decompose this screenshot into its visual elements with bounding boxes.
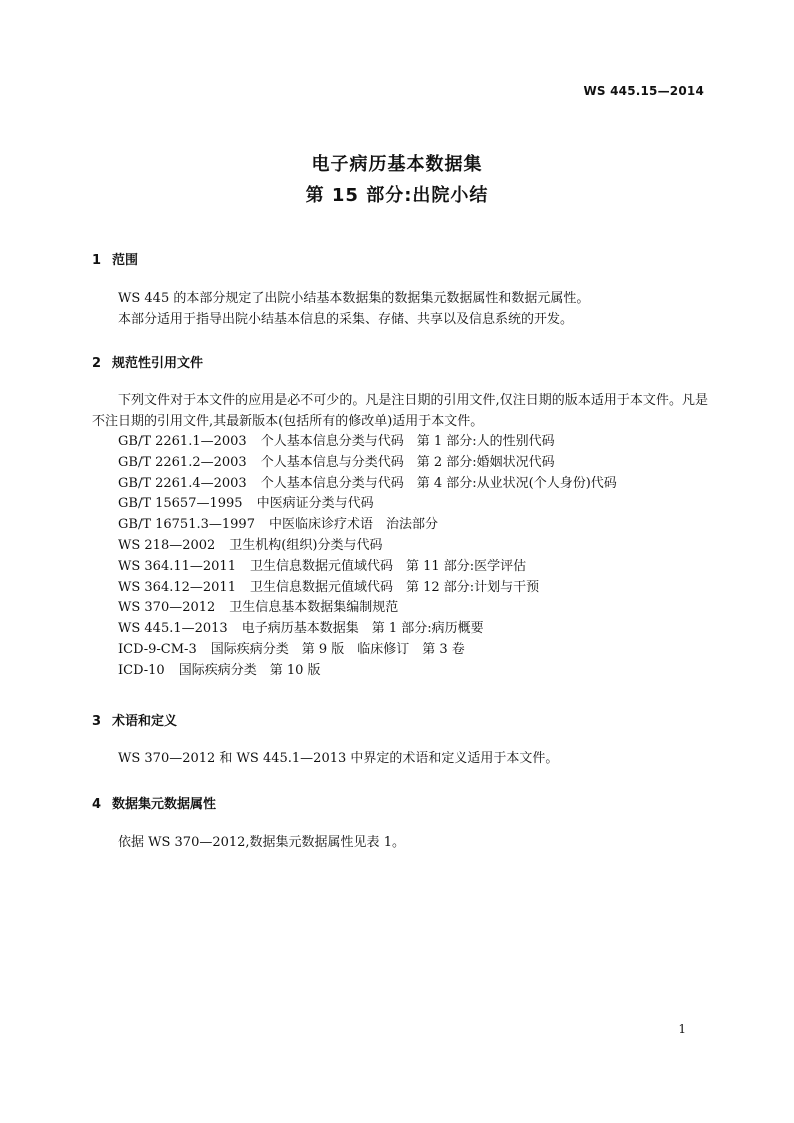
standard-code: WS 445.15—2014: [583, 84, 704, 98]
reference-item: [118, 494, 617, 515]
reference-list: [118, 432, 617, 682]
reference-code: WS 364.12—2011: [118, 579, 236, 595]
reference-title: 个人基本信息分类与代码 第 1 部分:人的性别代码: [260, 434, 555, 449]
reference-code: GB/T 2261.4—2003: [118, 475, 247, 491]
reference-item: [118, 578, 617, 599]
reference-code: GB/T 2261.1—2003: [118, 434, 247, 449]
document-title: 电子病历基本数据集: [311, 154, 483, 175]
reference-title: 卫生机构(组织)分类与代码: [229, 537, 383, 553]
reference-title: 卫生信息基本数据集编制规范: [229, 600, 399, 616]
section-number: 2: [92, 356, 102, 371]
reference-title: 国际疾病分类 第 10 版: [178, 662, 321, 678]
document-subtitle: 第 15 部分:出院小结: [305, 185, 489, 206]
section-number: 1: [92, 253, 102, 268]
section-heading-dataset-metadata: [92, 793, 216, 812]
reference-code: GB/T 15657—1995: [118, 496, 243, 512]
reference-title: 个人基本信息与分类代码 第 2 部分:婚姻状况代码: [260, 454, 555, 470]
reference-code: GB/T 16751.3—1997: [118, 517, 255, 533]
reference-title: 国际疾病分类 第 9 版 临床修订 第 3 卷: [210, 641, 465, 657]
reference-code: GB/T 2261.2—2003: [118, 454, 247, 470]
section-title: 规范性引用文件: [112, 356, 204, 371]
reference-title: 个人基本信息分类与代码 第 4 部分:从业状况(个人身份)代码: [260, 475, 617, 491]
section-heading-scope: [92, 249, 138, 268]
section-heading-terms-definitions: [92, 710, 177, 729]
paragraph: 依据 WS 370—2012,数据集元数据属性见表 1。: [118, 835, 405, 850]
section-title: 术语和定义: [112, 714, 178, 729]
reference-title: 电子病历基本数据集 第 1 部分:病历概要: [241, 621, 484, 637]
section-title: 数据集元数据属性: [112, 797, 217, 812]
reference-item: [118, 619, 617, 640]
reference-item: [118, 640, 617, 661]
reference-title: 卫生信息数据元值域代码 第 12 部分:计划与干预: [249, 579, 540, 595]
reference-code: WS 364.11—2011: [118, 558, 236, 574]
section-number: 3: [92, 714, 102, 729]
paragraph: 下列文件对于本文件的应用是必不可少的。凡是注日期的引用文件,仅注日期的版本适用于本文件。凡是不注日期的引用文件,其最新版本(包括所有的修改单)适用于本文件。: [92, 393, 708, 429]
paragraph: WS 370—2012 和 WS 445.1—2013 中界定的术语和定义适用于本文件。: [118, 751, 559, 766]
section-heading-normative-references: [92, 352, 203, 371]
reference-code: ICD-10: [118, 662, 165, 678]
reference-item: [118, 432, 617, 453]
reference-title: 中医临床诊疗术语 治法部分: [268, 517, 438, 533]
reference-item: [118, 515, 617, 536]
reference-item: [118, 557, 617, 578]
reference-title: 卫生信息数据元值域代码 第 11 部分:医学评估: [249, 558, 527, 574]
section-title: 范围: [112, 253, 139, 268]
reference-code: WS 445.1—2013: [118, 621, 228, 637]
reference-item: [118, 536, 617, 557]
reference-code: WS 370—2012: [118, 600, 216, 616]
reference-item: [118, 453, 617, 474]
reference-item: [118, 474, 617, 495]
section-number: 4: [92, 797, 102, 812]
reference-title: 中医病证分类与代码: [256, 496, 374, 512]
reference-code: ICD-9-CM-3: [118, 641, 197, 657]
reference-item: [118, 598, 617, 619]
reference-code: WS 218—2002: [118, 537, 216, 553]
paragraph: WS 445 的本部分规定了出院小结基本数据集的数据集元数据属性和数据元属性。: [118, 291, 590, 306]
page-number: 1: [678, 1022, 686, 1036]
reference-item: [118, 661, 617, 682]
paragraph: 本部分适用于指导出院小结基本信息的采集、存储、共享以及信息系统的开发。: [118, 312, 574, 327]
